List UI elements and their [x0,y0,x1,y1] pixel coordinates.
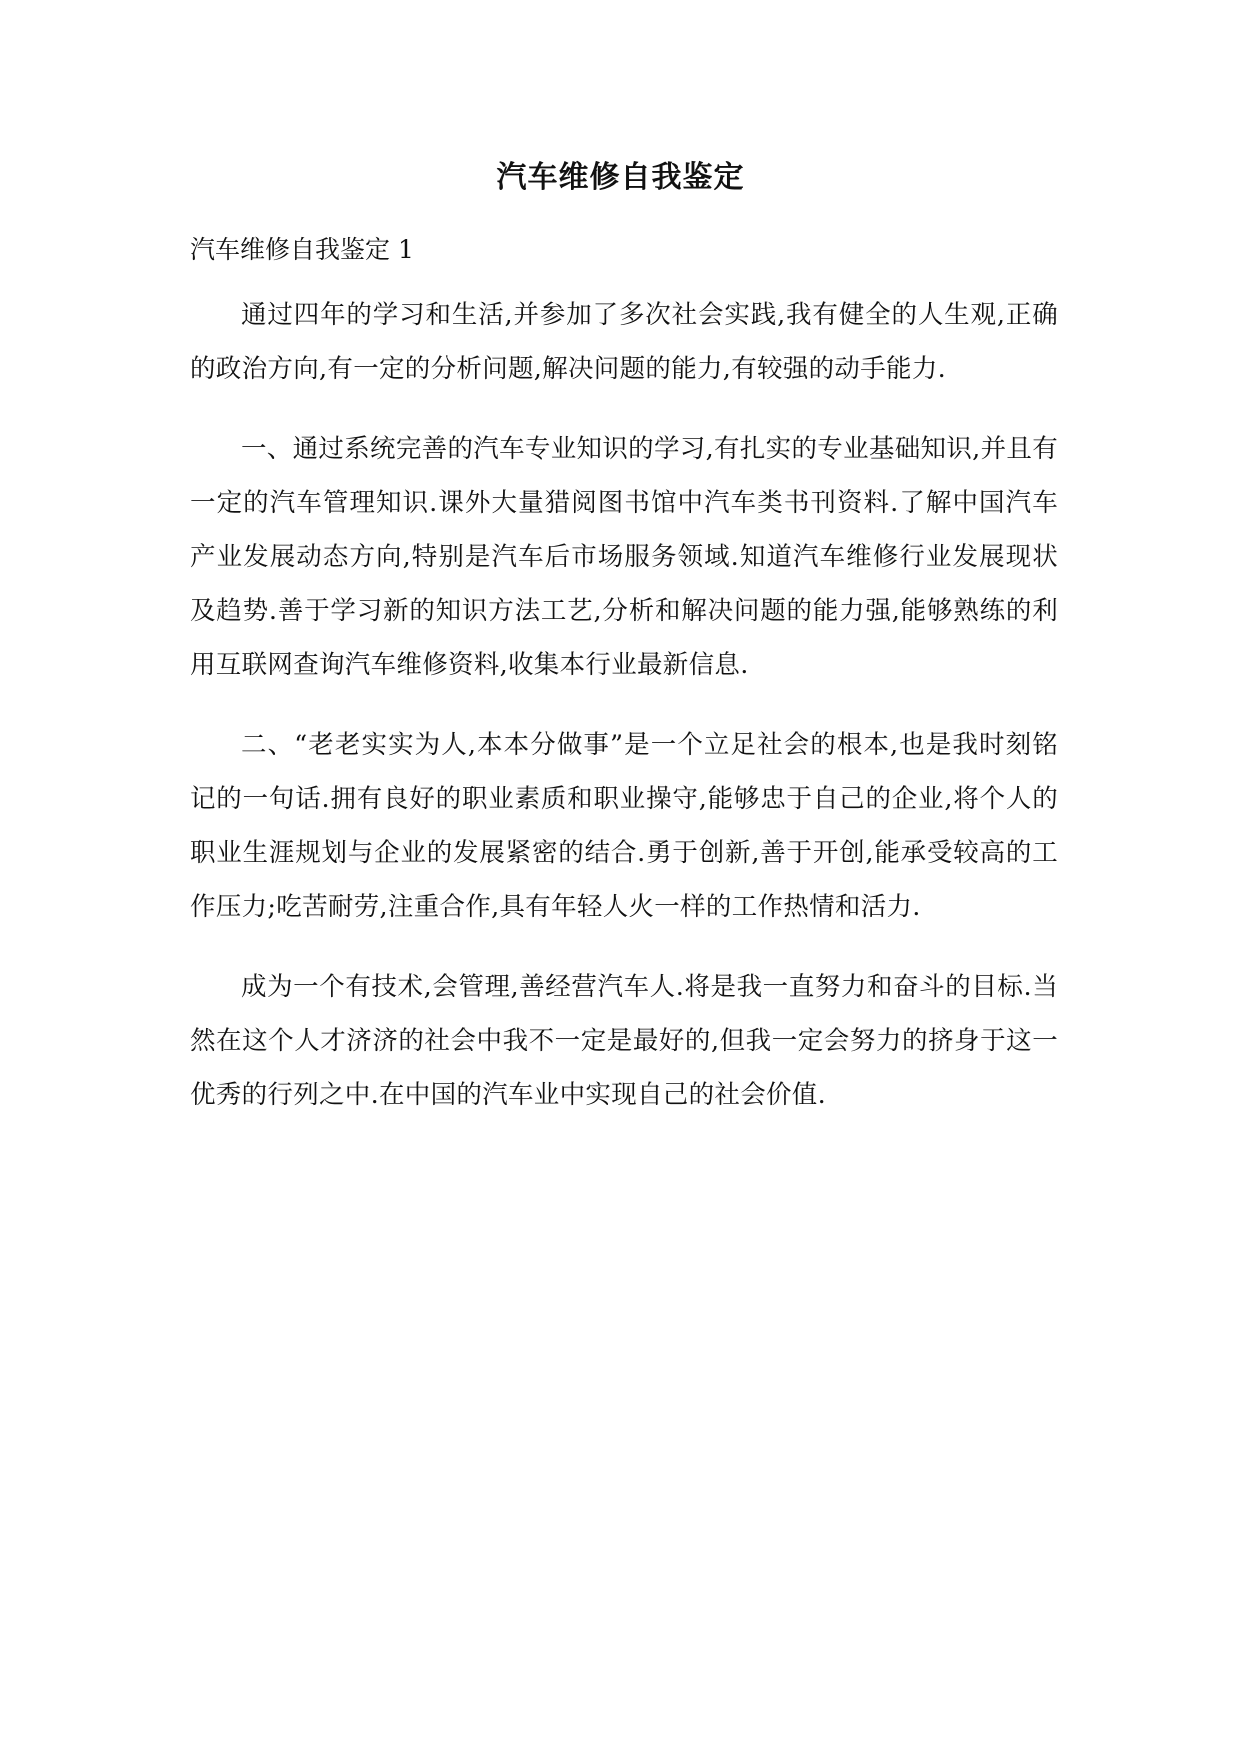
paragraph-intro: 通过四年的学习和生活,并参加了多次社会实践,我有健全的人生观,正确的政治方向,有一定的分析问题,解决问题的能力,有较强的动手能力. [190,300,1058,384]
paragraph-goal: 成为一个有技术,会管理,善经营汽车人.将是我一直努力和奋斗的目标.当然在这个人才济济的社会中我不一定是最好的,但我一定会努力的挤身于这一优秀的行列之中.在中国的汽车业中实现自己的社会价值. [190,972,1058,1110]
paragraph-professional-knowledge: 一、通过系统完善的汽车专业知识的学习,有扎实的专业基础知识,并且有一定的汽车管理知识.课外大量猎阅图书馆中汽车类书刊资料.了解中国汽车产业发展动态方向,特别是汽车后市场服务领域.知道汽车维修行业发展现状及趋势.善于学习新的知识方法工艺,分析和解决问题的能力强,能够熟练的利用互联网查询汽车维修资料,收集本行业最新信息. [190,434,1058,680]
section-heading: 汽车维修自我鉴定 1 [190,235,414,264]
document-body [190,288,1058,1148]
document-title: 汽车维修自我鉴定 [496,160,745,195]
paragraph-character: 二、“老老实实为人,本本分做事”是一个立足社会的根本,也是我时刻铭记的一句话.拥有良好的职业素质和职业操守,能够忠于自己的企业,将个人的职业生涯规划与企业的发展紧密的结合.勇于创新,善于开创,能承受较高的工作压力;吃苦耐劳,注重合作,具有年轻人火一样的工作热情和活力. [190,730,1058,922]
